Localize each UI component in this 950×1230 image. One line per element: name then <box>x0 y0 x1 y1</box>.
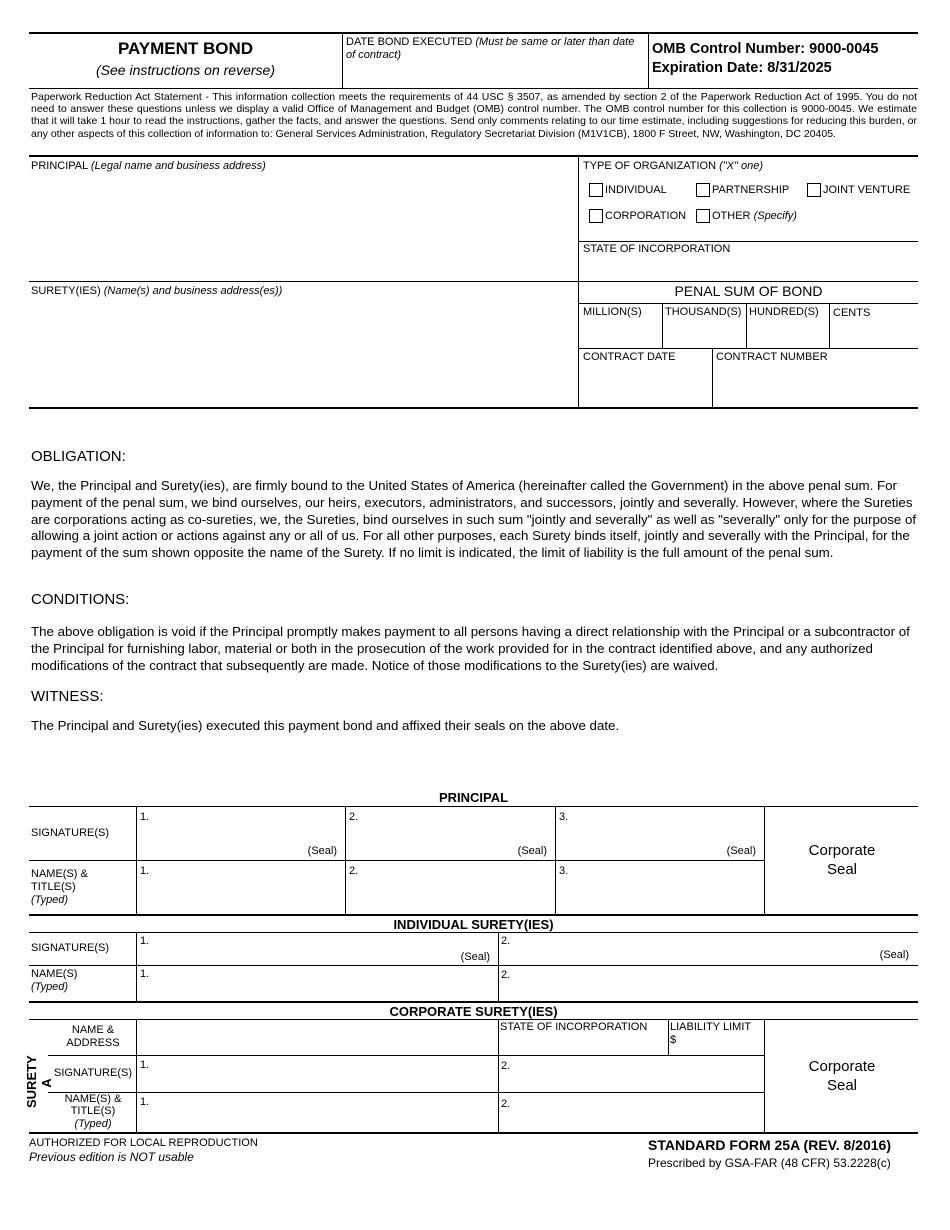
corporate-name-1[interactable] <box>138 1094 496 1131</box>
penal-hundreds-field[interactable] <box>749 306 827 346</box>
names-line1: NAME(S) & <box>31 868 88 880</box>
divider <box>712 348 713 408</box>
names-line1: NAME(S) <box>31 968 78 980</box>
divider <box>29 806 918 807</box>
corporate-state-field[interactable] <box>500 1021 666 1054</box>
typed-note: (Typed) <box>74 1117 112 1130</box>
seal-label: (Seal) <box>460 951 490 963</box>
witness-text: The Principal and Surety(ies) executed this payment bond and affixed their seals on the above date. <box>31 718 620 733</box>
seal-line1: Corporate <box>808 842 876 859</box>
joint-venture-checkbox[interactable] <box>807 183 821 197</box>
num-label: 1. <box>140 1059 150 1071</box>
divider <box>136 1019 137 1133</box>
individual-signature-1[interactable] <box>138 933 496 964</box>
contract-number-label: CONTRACT NUMBER <box>716 351 828 363</box>
num-label: 3. <box>559 811 569 823</box>
penal-cents-field[interactable] <box>833 307 915 346</box>
individual-signature-label: SIGNATURE(S) <box>31 942 110 954</box>
corporation-option-label: CORPORATION <box>605 210 687 222</box>
principal-name-1[interactable] <box>138 862 343 913</box>
expiration-date: Expiration Date: 8/31/2025 <box>652 60 832 76</box>
contract-date-label: CONTRACT DATE <box>583 351 676 363</box>
divider <box>29 1001 918 1003</box>
witness-heading: WITNESS: <box>31 688 104 705</box>
sureties-note: (Name(s) and business address(es)) <box>103 285 283 297</box>
sureties-field[interactable] <box>31 285 575 405</box>
num-label: 2. <box>501 1098 511 1110</box>
divider <box>48 1055 765 1056</box>
num-label: 1. <box>140 935 150 947</box>
seal-line2: Seal <box>826 1077 858 1094</box>
state-of-incorporation-label: STATE OF INCORPORATION <box>583 243 731 255</box>
principal-name-3[interactable] <box>557 862 762 913</box>
thousands-label: THOUSAND(S) <box>665 306 742 318</box>
divider <box>764 1019 765 1133</box>
divider <box>48 1092 765 1093</box>
standard-form-name: STANDARD FORM 25A (REV. 8/2016) <box>648 1137 891 1153</box>
penal-millions-field[interactable] <box>583 306 660 346</box>
cents-label: CENTS <box>833 307 871 319</box>
divider <box>498 932 499 1002</box>
label-line1: NAME(S) & <box>64 1093 122 1105</box>
corporate-name-address-label <box>50 1024 136 1050</box>
corporate-name-address-field[interactable] <box>138 1020 496 1054</box>
organization-type-label <box>583 160 763 173</box>
state-of-incorporation-field[interactable] <box>583 243 915 279</box>
divider <box>29 88 918 89</box>
principal-signature-2[interactable] <box>347 808 553 859</box>
omb-control-number: OMB Control Number: 9000-0045 <box>652 41 879 57</box>
contract-date-field[interactable] <box>583 351 709 405</box>
divider <box>648 33 649 89</box>
conditions-text: The above obligation is void if the Principal promptly makes payment to all persons having a direct relationship with the Principal or a subcontractor of the Principal for furnishing labor, material or both in the prosecution of the work provided for in the contract identified above, and any authorized modifications of the contract that subsequently are made. Notice of those modifications to the Surety(ies) are waived. <box>31 624 910 673</box>
divider <box>578 303 918 304</box>
state-label: STATE OF INCORPORATION <box>500 1021 648 1033</box>
penal-thousands-field[interactable] <box>665 306 745 346</box>
corporate-signature-1[interactable] <box>138 1057 496 1091</box>
num-label: 3. <box>559 865 569 877</box>
hundreds-label: HUNDRED(S) <box>749 306 819 318</box>
divider <box>29 1132 918 1134</box>
num-label: 1. <box>140 865 150 877</box>
paperwork-statement: Paperwork Reduction Act Statement - This information collection meets the requirements of 44 USC § 3507, as amended by section 2 of the Paperwork Reduction Act of 1995. You do not need to answer these questions unless we display a valid Office of Management and Budget (OMB) control number. The OMB control number for this collection is 9000-0045. We estimate that it will take 1 hour to read the instructions, gather the facts, and answer the questions. Send only comments relating to our time estimate, including suggestions for reducing this burden, or any other aspects of this collection of information to: General Services Administration, Regulatory Secretariat Division (M1V1CB), 1800 F Street, NW, Washington, DC 20405. <box>31 91 917 140</box>
contract-number-field[interactable] <box>716 351 915 405</box>
corporate-signature-label: SIGNATURE(S) <box>53 1067 133 1079</box>
typed-note: (Typed) <box>31 981 69 993</box>
divider <box>29 281 918 282</box>
divider <box>746 303 747 348</box>
divider <box>29 155 918 157</box>
divider <box>578 348 918 349</box>
num-label: 1. <box>140 811 150 823</box>
principal-signature-label: SIGNATURE(S) <box>31 827 110 839</box>
typed-note: (Typed) <box>31 894 69 906</box>
label-line2: TITLE(S) <box>70 1105 116 1118</box>
seal-line2: Seal <box>826 861 858 878</box>
label-line2: ADDRESS <box>66 1037 120 1049</box>
dollar-sign: $ <box>670 1034 677 1046</box>
other-option-label <box>712 210 797 223</box>
corporate-liability-field[interactable] <box>670 1021 762 1054</box>
organization-note: ("X" one) <box>719 160 763 172</box>
divider <box>578 156 579 408</box>
joint-venture-option-label: JOINT VENTURE <box>823 184 911 196</box>
individual-name-1[interactable] <box>138 966 496 1000</box>
corporation-checkbox[interactable] <box>589 209 603 223</box>
label-line1: NAME & <box>71 1024 115 1036</box>
principal-label: PRINCIPAL <box>31 160 88 172</box>
divider <box>136 932 137 1002</box>
conditions-heading: CONDITIONS: <box>31 591 130 608</box>
other-specify-note: (Specify) <box>753 210 797 222</box>
millions-label: MILLION(S) <box>583 306 642 318</box>
form-subtitle: (See instructions on reverse) <box>96 62 275 78</box>
divider <box>668 1019 669 1056</box>
principal-field[interactable] <box>31 160 575 278</box>
other-text: OTHER <box>712 210 751 222</box>
principal-names-label <box>31 868 88 907</box>
obligation-heading: OBLIGATION: <box>31 448 126 465</box>
sureties-label: SURETY(IES) <box>31 285 101 297</box>
individual-signature-2[interactable] <box>500 933 917 964</box>
partnership-checkbox[interactable] <box>696 183 710 197</box>
principal-table-title: PRINCIPAL <box>438 790 509 805</box>
num-label: 2. <box>349 865 359 877</box>
num-label: 2. <box>501 1060 511 1072</box>
divider <box>29 860 765 861</box>
individual-option-label: INDIVIDUAL <box>605 184 667 196</box>
individual-sureties-title: INDIVIDUAL SURETY(IES) <box>393 917 554 932</box>
principal-name-2[interactable] <box>347 862 553 913</box>
penal-sum-title: PENAL SUM OF BOND <box>674 283 823 299</box>
form-title: PAYMENT BOND <box>117 39 254 58</box>
num-label: 2. <box>501 935 511 947</box>
seal-label: (Seal) <box>879 949 909 961</box>
prescribed-by: Prescribed by GSA-FAR (48 CFR) 53.2228(c) <box>648 1156 891 1170</box>
surety-a-label: SURETY A <box>24 1055 54 1108</box>
divider <box>29 407 918 409</box>
principal-signature-3[interactable] <box>557 808 762 859</box>
organization-label-text: TYPE OF ORGANIZATION <box>583 160 717 172</box>
divider <box>342 33 343 89</box>
corporate-name-2[interactable] <box>500 1094 762 1131</box>
names-line2: TITLE(S) <box>31 881 76 893</box>
num-label: 1. <box>140 968 150 980</box>
divider <box>829 303 830 348</box>
liability-label: LIABILITY LIMIT <box>670 1021 752 1033</box>
num-label: 1. <box>140 1096 150 1108</box>
other-checkbox[interactable] <box>696 209 710 223</box>
partnership-option-label: PARTNERSHIP <box>712 184 790 196</box>
principal-signature-1[interactable] <box>138 808 343 859</box>
top-rule <box>29 32 918 34</box>
obligation-text: We, the Principal and Surety(ies), are firmly bound to the United States of America (hereinafter called the Government) in the above penal sum. For payment of the penal sum, we bind ourselves, our heirs, executors, administrators, and successors, jointly and severally. However, where the Sureties are corporations acting as co-sureties, we, the Sureties, bind ourselves in such sum "jointly and severally" as well as "severally" only for the purpose of allowing a joint action or actions against any or all of us. For all other purposes, each Surety binds itself, jointly and severally with the Principal, for the payment of the sum shown opposite the name of the Surety. If no limit is indicated, the limit of liability is the full amount of the penal sum. <box>31 478 917 561</box>
seal-line1: Corporate <box>808 1058 876 1075</box>
previous-edition-note: Previous edition is NOT usable <box>29 1150 194 1164</box>
divider <box>662 303 663 348</box>
corporate-sureties-title: CORPORATE SURETY(IES) <box>389 1004 558 1019</box>
corporate-signature-2[interactable] <box>500 1057 762 1091</box>
num-label: 2. <box>501 969 511 981</box>
principal-note: (Legal name and business address) <box>90 160 266 172</box>
date-bond-note: (Must be same or later than date of contract) <box>346 36 635 61</box>
divider <box>498 1019 499 1133</box>
individual-name-2[interactable] <box>500 966 917 1000</box>
date-bond-label: DATE BOND EXECUTED <box>346 36 473 48</box>
principal-corporate-seal <box>766 841 918 879</box>
divider <box>578 241 918 242</box>
seal-label: (Seal) <box>517 845 547 857</box>
seal-label: (Seal) <box>726 845 756 857</box>
corporate-seal <box>766 1057 918 1095</box>
individual-names-label <box>31 968 77 994</box>
date-bond-executed-field[interactable] <box>346 36 646 86</box>
seal-label: (Seal) <box>307 845 337 857</box>
individual-checkbox[interactable] <box>589 183 603 197</box>
num-label: 2. <box>349 811 359 823</box>
corporate-names-label <box>50 1093 136 1130</box>
divider <box>29 914 918 916</box>
authorized-reproduction: AUTHORIZED FOR LOCAL REPRODUCTION <box>29 1137 258 1149</box>
